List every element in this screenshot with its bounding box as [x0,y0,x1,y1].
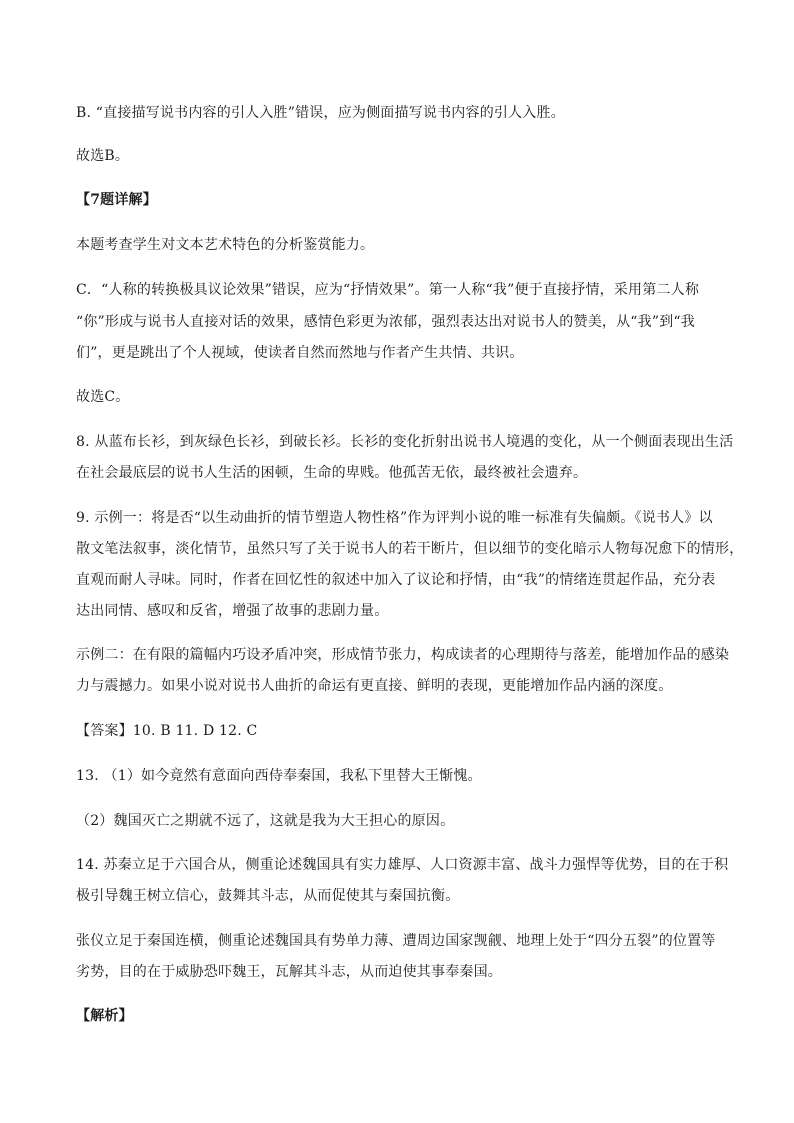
paragraph-option-c-line2: “你”形成与说书人直接对话的效果，感情色彩更为浓郁，强烈表达出对说书人的赞美，从“我”到“我 [76,314,695,330]
paragraph-q13-2: （2）魏国灭亡之期就不远了，这就是我为大王担心的原因。 [76,813,455,829]
paragraph-choose-b: 故选B。 [76,148,130,164]
paragraph-choose-c: 故选C。 [76,389,130,405]
paragraph-q9-line1: 9. 示例一：将是否“以生动曲折的情节塑造人物性格”作为评判小说的唯一标准有失偏颇。《说书人》以 [76,510,713,526]
paragraph-q14-line2: 极引导魏王树立信心，鼓舞其斗志，从而促使其与秦国抗衡。 [76,888,460,904]
paragraph-option-c-line1: C．“人称的转换极具议论效果”错误，应为“抒情效果”。第一人称“我”便于直接抒情，采用第二人称 [76,282,700,298]
paragraph-q9-line3: 直观而耐人寻味。同时，作者在回忆性的叙述中加入了议论和抒情，由“我”的情绪连贯起作品，充分表 [76,572,716,588]
answer-line: 【答案】10. B 11. D 12. C [76,723,258,739]
paragraph-zhangyi-line2: 劣势，目的在于威胁恐吓魏王，瓦解其斗志，从而迫使其事奉秦国。 [76,964,502,980]
paragraph-option-c-line3: 们”，更是跳出了个人视域，使读者自然而然地与作者产生共情、共识。 [76,345,524,361]
section-heading-q7: 【7题详解】 [76,192,157,208]
paragraph-q9-line2: 散文笔法叙事，淡化情节，虽然只写了关于说书人的若干断片，但以细节的变化暗示人物每况愈下的情形， [76,541,744,557]
paragraph-q13-1: 13. （1）如今竟然有意面向西侍奉秦国，我私下里替大王惭愧。 [76,768,482,784]
paragraph-example2-line1: 示例二：在有限的篇幅内巧设矛盾冲突，形成情节张力，构成读者的心理期待与落差，能增加作品的感染 [76,647,730,663]
paragraph-example2-line2: 力与震撼力。如果小说对说书人曲折的命运有更直接、鲜明的表现，更能增加作品内涵的深度。 [76,678,673,694]
paragraph-q7-intro: 本题考查学生对文本艺术特色的分析鉴赏能力。 [76,237,375,253]
paragraph-q9-line4: 达出同情、感叹和反省，增强了故事的悲剧力量。 [76,603,389,619]
paragraph-option-b: B. “直接描写说书内容的引人入胜”错误，应为侧面描写说书内容的引人入胜。 [76,105,565,121]
section-heading-analysis: 【解析】 [76,1008,133,1024]
paragraph-q8-line2: 在社会最底层的说书人生活的困顿，生命的卑贱。他孤苦无依，最终被社会遗弃。 [76,465,588,481]
paragraph-q14-line1: 14. 苏秦立足于六国合从，侧重论述魏国具有实力雄厚、人口资源丰富、战斗力强悍等优势，目的在于积 [76,857,729,873]
paragraph-q8-line1: 8. 从蓝布长衫，到灰绿色长衫，到破长衫。长衫的变化折射出说书人境遇的变化，从一个侧面表现出生活 [76,434,734,450]
paragraph-zhangyi-line1: 张仪立足于秦国连横，侧重论述魏国具有势单力薄、遭周边国家觊觎、地理上处于“四分五裂”的位置等 [76,933,716,949]
